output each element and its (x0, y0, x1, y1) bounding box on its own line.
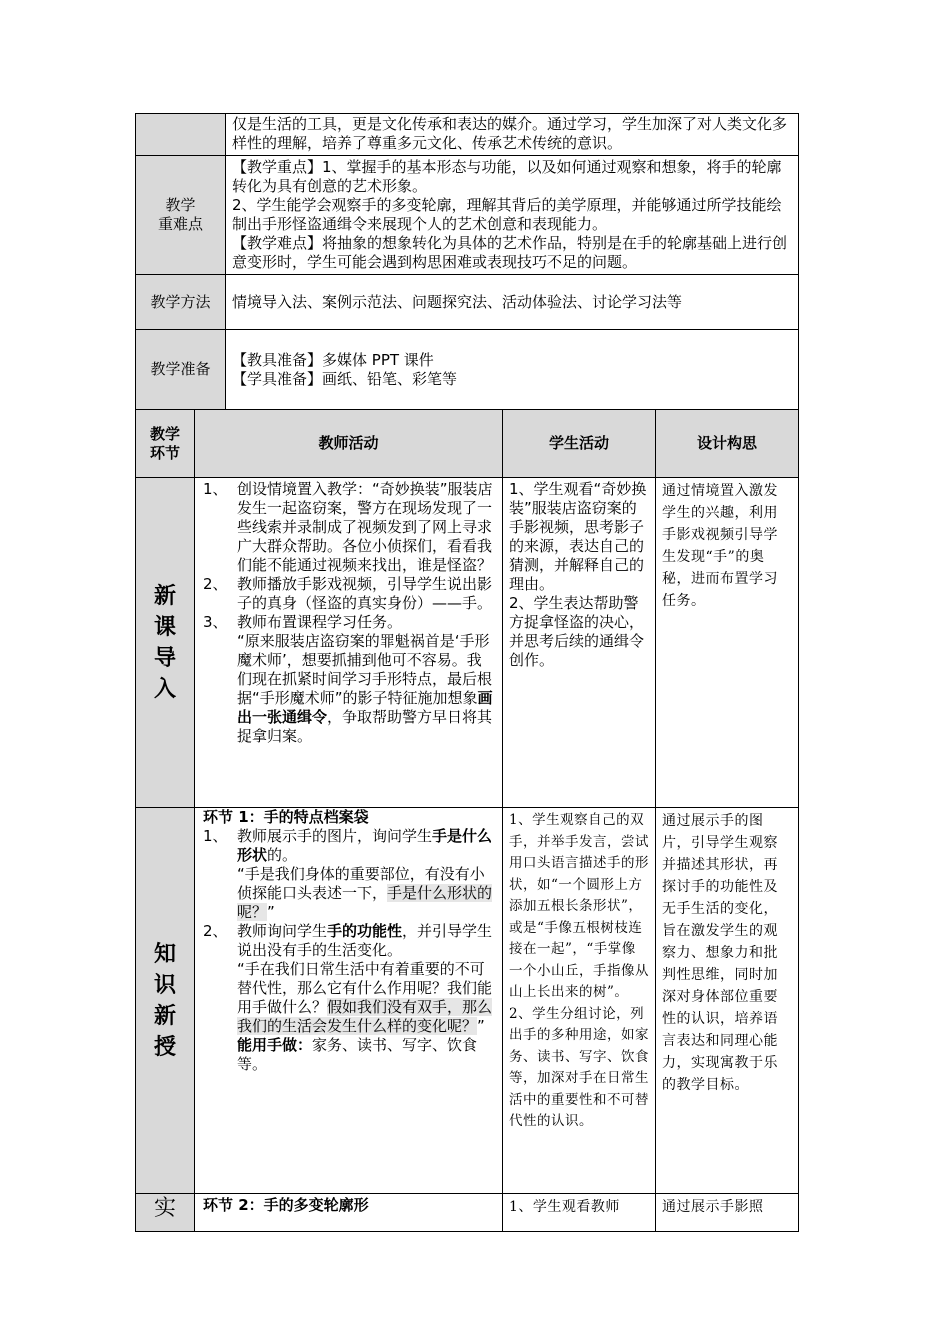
list-item (203, 922, 496, 960)
row-difficulty (136, 156, 799, 275)
intro-stage-char: 课 (153, 614, 176, 640)
header-stage-line2: 环节 (149, 443, 180, 462)
list-text: 教师播放手影戏视频，引导学生说出影子的真身（怪盗的真实身份）——手。 (237, 575, 493, 612)
text-part: ” (477, 1017, 485, 1035)
practice-student: 1、学生观看教师 (503, 1194, 656, 1232)
difficulty-key-point: 【教学重点】1、掌握手的基本形态与功能，以及如何通过观察和想象，将手的轮廓转化为具有创意的艺术形象。 (232, 158, 782, 195)
text-bold: 手的功能性 (327, 922, 403, 940)
quote-text: “原来服装店盗窃案的罪魁祸首是‘手形魔术师’，想要抓捕到他可不容易。我们现在抓紧时间学习手形特点，最后根据“手形魔术师”的影子特征施加想象 (237, 632, 493, 707)
quote-1 (203, 865, 496, 922)
prep-content (226, 330, 799, 410)
practice-design: 通过展示手影照 (656, 1194, 799, 1232)
list-number: 2、 (203, 575, 228, 593)
quote-bold: 画出一张通缉令 (237, 689, 493, 726)
difficulty-label-line2: 重难点 (157, 215, 203, 233)
list-text: 教师布置课程学习任务。 (237, 613, 403, 631)
list-text (237, 827, 496, 865)
intro-stage-char: 导 (153, 645, 176, 671)
uses-text: 家务、读书、写字、饮食等。 (237, 1036, 478, 1073)
knowledge-stage-char: 新 (153, 1003, 176, 1029)
list-item (203, 613, 496, 632)
text-part: “手在我们日常生活中有着重要的不可替代性，那么它有什么作用呢？我们能用手做什么？ (237, 960, 493, 1016)
lesson-plan-page (135, 113, 798, 1232)
list-number: 1、 (203, 827, 228, 845)
header-stage-line1: 教学 (149, 424, 180, 443)
header-student: 学生活动 (503, 410, 656, 478)
intro-stage-char: 新 (153, 583, 176, 609)
difficulty-hard-point: 【教学难点】将抽象的想象转化为具体的艺术作品，特别是在手的轮廓基础上进行创意变形时，学生可能会遇到构思困难或表现技巧不足的问题。 (232, 234, 788, 271)
header-design: 设计构思 (656, 410, 799, 478)
knowledge-stage-char: 知 (153, 941, 176, 967)
knowledge-stage-char: 识 (153, 972, 176, 998)
methods-label: 教学方法 (136, 275, 226, 330)
uses-label: 能用手做： (237, 1036, 313, 1054)
difficulty-label (136, 156, 226, 275)
intro-stage-char: 入 (153, 676, 176, 702)
knowledge-stage (136, 808, 195, 1194)
intro-design: 通过情境置入激发学生的兴趣，利用手影戏视频引导学生发现“手”的奥秘，进而布置学习任务。 (656, 478, 799, 808)
practice-stage: 实 (136, 1194, 195, 1232)
quote-text-end: ，争取帮助警方早日将其捉拿归案。 (237, 708, 493, 745)
knowledge-teacher (195, 808, 503, 1194)
knowledge-design: 通过展示手的图片，引导学生观察并描述其形状，再探讨手的功能性及无手生活的变化，旨在激发学生的观察力、想象力和批判性思维，同时加深对身体部位重要性的认识，培养语言表达和同理心能力，实现寓教于乐的教学目标。 (656, 808, 799, 1194)
knowledge-student: 1、学生观察自己的双手，并举手发言，尝试用口头语言描述手的形状，如“一个圆形上方添加五根长条形状”，或是“手像五根树枝连接在一起”，“手掌像一个小山丘，手指像从山上长出来的树”。 2、学生分组讨论，列出手的多种用途，如家务、读书、写字、饮食等，加深对手在日常生活中的重要性和不可替代性的认识。 (503, 808, 656, 1194)
row-prep (136, 330, 799, 410)
text-part: ，并引导学生说出没有手的生活变化。 (237, 922, 493, 959)
list-number: 2、 (203, 922, 228, 940)
intro-stage (136, 478, 195, 808)
row-continuation (136, 114, 799, 156)
list-item (203, 575, 496, 613)
difficulty-content (226, 156, 799, 275)
continuation-label-cell (136, 114, 226, 156)
list-text: 创设情境置入教学：“奇妙换装”服装店发生一起盗窃案，警方在现场发现了一些线索并录制成了视频发到了网上寻求广大群众帮助。各位小侦探们，看看我们能不能通过视频来找出，谁是怪盗？ (237, 480, 493, 574)
text-part: 的。 (267, 846, 298, 864)
text-part: 教师展示手的图片，询问学生 (237, 827, 433, 845)
list-number: 1、 (203, 480, 228, 498)
text-part: “手是我们身体的重要部位，有没有小侦探能口头表述一下， (237, 865, 485, 902)
quote-2 (203, 960, 496, 1036)
list-text (237, 922, 496, 960)
list-item (203, 480, 496, 575)
header-stage (136, 410, 195, 478)
uses-line (203, 1036, 496, 1074)
practice-row (136, 1194, 799, 1232)
text-bold: 手是什么形状 (237, 827, 493, 864)
section-title: 环节 1：手的特点档案袋 (203, 808, 369, 826)
intro-row (136, 478, 799, 808)
text-part: ” (267, 903, 275, 921)
methods-text: 情境导入法、案例示范法、问题探究法、活动体验法、讨论学习法等 (226, 275, 799, 330)
activity-header-row (136, 410, 799, 478)
highlighted-text: 手是什么形状的呢？ (237, 884, 493, 921)
highlighted-text: 假如我们没有双手，那么我们的生活会发生什么样的变化呢？ (237, 998, 493, 1035)
prep-student: 【学具准备】画纸、铅笔、彩笔等 (232, 369, 458, 388)
practice-section-title: 环节 2：手的多变轮廓形 (195, 1194, 503, 1232)
list-number: 3、 (203, 613, 228, 631)
activity-table (135, 409, 799, 1232)
knowledge-row (136, 808, 799, 1194)
continuation-text: 仅是生活的工具，更是文化传承和表达的媒介。通过学习，学生加深了对人类文化多样性的理解，培养了尊重多元文化、传承艺术传统的意识。 (226, 114, 799, 156)
intro-student: 1、学生观看“奇妙换装”服装店盗窃案的手影视频，思考影子的来源，表达自己的猜测，并解释自己的理由。 2、学生表达帮助警方捉拿怪盗的决心，并思考后续的通缉令创作。 (503, 478, 656, 808)
knowledge-stage-char: 授 (153, 1034, 176, 1060)
header-teacher: 教师活动 (195, 410, 503, 478)
upper-table (135, 113, 799, 410)
prep-teacher: 【教具准备】多媒体 PPT 课件 (232, 350, 434, 369)
list-item (203, 827, 496, 865)
text-part: 教师询问学生 (237, 922, 328, 940)
row-methods (136, 275, 799, 330)
intro-teacher-quote (203, 632, 496, 746)
prep-label: 教学准备 (136, 330, 226, 410)
intro-teacher (195, 478, 503, 808)
difficulty-label-line1: 教学 (165, 196, 196, 214)
difficulty-key-point-2: 2、学生能学会观察手的多变轮廓，理解其背后的美学原理，并能够通过所学技能绘制出手形怪盗通缉令来展现个人的艺术创意和表现能力。 (232, 196, 782, 233)
